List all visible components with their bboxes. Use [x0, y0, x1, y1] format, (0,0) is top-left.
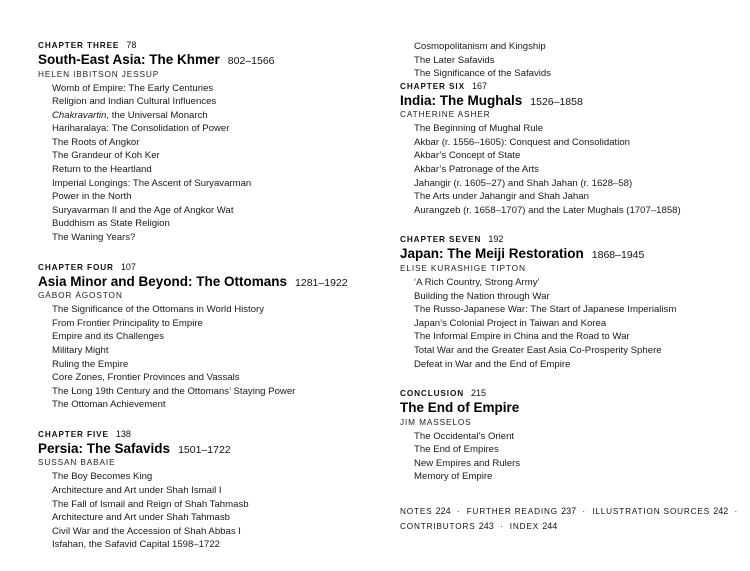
- section-item[interactable]: [52, 538, 356, 552]
- section-item[interactable]: [52, 177, 356, 191]
- section-label: Civil War and the Accession of Shah Abbas I: [52, 525, 241, 537]
- section-item[interactable]: [52, 484, 356, 498]
- contents-columns: [38, 40, 739, 567]
- section-label: The Roots of Angkor: [52, 136, 140, 148]
- chapter-heading: [400, 234, 718, 244]
- section-item[interactable]: [414, 163, 718, 177]
- right-column: [400, 40, 739, 534]
- chapter-title-line: [400, 400, 718, 416]
- section-item[interactable]: [414, 330, 718, 344]
- section-label: Buddhism as State Religion: [52, 218, 170, 230]
- section-label: Akbar’s Concept of State: [414, 150, 521, 162]
- section-label: The Grandeur of Koh Ker: [52, 150, 160, 162]
- section-item[interactable]: [414, 177, 718, 191]
- section-item[interactable]: [414, 54, 718, 68]
- backmatter: [400, 504, 739, 534]
- section-item[interactable]: [52, 525, 356, 539]
- section-item[interactable]: [414, 344, 718, 358]
- chapter-author: SUSSAN BABAIE: [38, 457, 116, 468]
- section-label: The Later Safavids: [414, 54, 495, 66]
- backmatter-row: [400, 519, 718, 534]
- backmatter-page: 242: [713, 506, 729, 517]
- section-item[interactable]: [52, 231, 356, 245]
- chapter-heading: [38, 429, 356, 439]
- backmatter-label[interactable]: NOTES: [400, 507, 433, 517]
- section-item[interactable]: [52, 204, 356, 218]
- chapter-dates: 1526–1858: [530, 95, 583, 108]
- section-label: Imperial Longings: The Ascent of Suryavarman: [52, 177, 252, 189]
- section-label: Religion and Indian Cultural Influences: [52, 96, 217, 108]
- chapter-entry[interactable]: [38, 262, 356, 412]
- section-list: [400, 430, 718, 484]
- section-list-continued: [400, 40, 718, 81]
- section-label: Suryavarman II and the Age of Angkor Wat: [52, 204, 234, 216]
- section-label-italic: Chakravartin,: [52, 109, 110, 121]
- section-item[interactable]: [52, 149, 356, 163]
- section-label: The Occidental’s Orient: [414, 430, 515, 442]
- section-label: The Boy Becomes King: [52, 471, 153, 483]
- section-item[interactable]: [414, 136, 718, 150]
- chapter-author: JIM MASSELOS: [400, 416, 472, 427]
- backmatter-separator: ·: [731, 507, 739, 517]
- chapter-entry[interactable]: [400, 388, 718, 484]
- section-label: The Ottoman Achievement: [52, 399, 166, 411]
- backmatter-page: 237: [561, 506, 577, 517]
- section-label: The Long 19th Century and the Ottomans’ Staying Power: [52, 385, 296, 397]
- section-item[interactable]: [52, 470, 356, 484]
- section-item[interactable]: [52, 398, 356, 412]
- section-label: Defeat in War and the End of Empire: [414, 358, 571, 370]
- backmatter-separator: ·: [496, 522, 507, 532]
- section-label: Memory of Empire: [414, 471, 493, 483]
- section-label: Japan’s Colonial Project in Taiwan and Korea: [414, 317, 607, 329]
- section-label: The Waning Years?: [52, 232, 136, 244]
- section-label: The Russo-Japanese War: The Start of Japanese Imperialism: [414, 304, 677, 316]
- section-item[interactable]: [52, 317, 356, 331]
- backmatter-label[interactable]: ILLUSTRATION SOURCES: [592, 507, 711, 517]
- section-item[interactable]: [52, 217, 356, 231]
- section-item[interactable]: [52, 163, 356, 177]
- section-item[interactable]: [52, 358, 356, 372]
- left-column: [38, 40, 356, 567]
- section-label: Isfahan, the Safavid Capital 1598–1722: [52, 539, 221, 551]
- section-item[interactable]: [414, 149, 718, 163]
- backmatter-separator: ·: [579, 507, 590, 517]
- backmatter-row: [400, 504, 739, 519]
- section-item[interactable]: [414, 358, 718, 372]
- section-label: Building the Nation through War: [414, 290, 550, 302]
- section-list: [38, 470, 356, 552]
- backmatter-separator: ·: [453, 507, 464, 517]
- section-item[interactable]: [414, 443, 718, 457]
- section-label: New Empires and Rulers: [414, 457, 521, 469]
- section-item[interactable]: [52, 95, 356, 109]
- chapter-page-number: 138: [115, 428, 131, 439]
- section-item[interactable]: [414, 276, 718, 290]
- section-label: Return to the Heartland: [52, 164, 152, 176]
- backmatter-page: 243: [478, 521, 494, 532]
- backmatter-page: 224: [435, 506, 451, 517]
- section-list: [400, 276, 718, 371]
- chapter-title: South-East Asia: The Khmer: [38, 52, 220, 67]
- chapter-entry[interactable]: [38, 429, 356, 552]
- backmatter-page: 244: [542, 521, 558, 532]
- section-item[interactable]: [52, 190, 356, 204]
- section-label: Akbar’s Patronage of the Arts: [414, 164, 539, 176]
- chapter-title: Japan: The Meiji Restoration: [400, 246, 584, 262]
- chapter-page-number: 215: [471, 388, 487, 399]
- section-item[interactable]: [414, 470, 718, 484]
- section-item[interactable]: [52, 371, 356, 385]
- section-item[interactable]: [52, 344, 356, 358]
- section-item[interactable]: [414, 40, 718, 54]
- chapter-page-number: 192: [488, 234, 504, 245]
- chapter-page-number: 167: [471, 80, 487, 91]
- backmatter-label[interactable]: CONTRIBUTORS: [400, 522, 476, 532]
- section-label: Akbar (r. 1556–1605): Conquest and Consolidation: [414, 136, 631, 148]
- chapter-author: ELISE KURASHIGE TIPTON: [400, 262, 526, 273]
- chapter-page-number: 78: [126, 40, 137, 50]
- chapter-dates: 1868–1945: [591, 249, 645, 262]
- section-label: the Universal Monarch: [109, 109, 208, 121]
- section-label: The Beginning of Mughal Rule: [414, 123, 544, 135]
- chapter-author: HELEN IBBITSON JESSUP: [38, 68, 160, 79]
- section-label: Hariharalaya: The Consolidation of Power: [52, 123, 230, 135]
- section-item[interactable]: [414, 67, 718, 81]
- chapter-title: Asia Minor and Beyond: The Ottomans: [38, 273, 288, 289]
- section-label: The Significance of the Ottomans in World History: [52, 304, 265, 316]
- chapter-label: CHAPTER SIX: [400, 81, 465, 91]
- chapter-label: CONCLUSION: [400, 389, 465, 399]
- section-item[interactable]: [414, 290, 718, 304]
- chapter-title-line: [400, 246, 718, 262]
- section-item[interactable]: [52, 109, 356, 123]
- chapter-page-number: 107: [120, 261, 136, 272]
- section-item[interactable]: [52, 303, 356, 317]
- section-list: [38, 82, 356, 245]
- chapter-dates: 802–1566: [227, 55, 275, 67]
- backmatter-label[interactable]: FURTHER READING: [466, 507, 558, 517]
- section-label: The End of Empires: [414, 444, 499, 456]
- section-label: The Informal Empire in China and the Road to War: [414, 331, 630, 343]
- section-label: Jahangir (r. 1605–27) and Shah Jahan (r. 1628–58): [414, 177, 633, 189]
- section-item[interactable]: [414, 303, 718, 317]
- section-label: Empire and its Challenges: [52, 331, 164, 343]
- section-item[interactable]: [52, 511, 356, 525]
- section-item[interactable]: [414, 317, 718, 331]
- section-label: Total War and the Greater East Asia Co-Prosperity Sphere: [414, 344, 662, 356]
- section-label: Womb of Empire: The Early Centuries: [52, 82, 214, 94]
- chapter-heading: [400, 81, 718, 91]
- section-label: Architecture and Art under Shah Ismail I: [52, 485, 222, 497]
- section-item[interactable]: [52, 136, 356, 150]
- section-list: [38, 303, 356, 412]
- chapter-title: India: The Mughals: [400, 92, 523, 108]
- chapter-label: CHAPTER FOUR: [38, 262, 114, 272]
- section-label: ‘A Rich Country, Strong Army’: [414, 276, 540, 288]
- chapter-dates: 1281–1922: [295, 276, 348, 289]
- chapter-title-line: [38, 441, 356, 457]
- section-label: Ruling the Empire: [52, 358, 129, 370]
- chapter-title: The End of Empire: [400, 400, 520, 416]
- section-label: Core Zones, Frontier Provinces and Vassals: [52, 372, 240, 384]
- section-item[interactable]: [52, 498, 356, 512]
- section-item[interactable]: [52, 122, 356, 136]
- section-item[interactable]: [414, 190, 718, 204]
- section-label: Aurangzeb (r. 1658–1707) and the Later Mughals (1707–1858): [414, 204, 681, 216]
- chapter-heading: [38, 40, 356, 50]
- chapter-heading: [38, 262, 356, 272]
- chapter-author: GÁBOR ÁGOSTON: [38, 290, 123, 301]
- chapter-entry[interactable]: [400, 81, 718, 218]
- chapter-label: CHAPTER FIVE: [38, 429, 109, 439]
- chapter-title-line: [38, 274, 356, 290]
- section-label: The Fall of Ismail and Reign of Shah Tahmasb: [52, 498, 249, 510]
- chapter-author: CATHERINE ASHER: [400, 109, 491, 120]
- section-label: The Arts under Jahangir and Shah Jahan: [414, 191, 589, 203]
- section-list: [400, 122, 718, 217]
- chapter-heading: [400, 388, 718, 398]
- section-label: The Significance of the Safavids: [414, 68, 552, 80]
- section-item[interactable]: [414, 204, 718, 218]
- chapter-entry[interactable]: [38, 40, 356, 245]
- section-label: From Frontier Principality to Empire: [52, 317, 203, 329]
- chapter-title-line: [400, 93, 718, 109]
- section-label: Military Might: [52, 344, 109, 356]
- section-label: Architecture and Art under Shah Tahmasb: [52, 512, 230, 524]
- section-item[interactable]: [52, 82, 356, 96]
- section-item[interactable]: [414, 457, 718, 471]
- section-item[interactable]: [52, 330, 356, 344]
- section-item[interactable]: [414, 430, 718, 444]
- section-item[interactable]: [414, 122, 718, 136]
- chapter-label: CHAPTER SEVEN: [400, 235, 482, 245]
- chapter-dates: 1501–1722: [178, 443, 231, 456]
- section-label: Cosmopolitanism and Kingship: [414, 41, 546, 52]
- chapter-label: CHAPTER THREE: [38, 41, 120, 50]
- chapter-title-line: [38, 52, 356, 68]
- backmatter-label[interactable]: INDEX: [509, 522, 540, 532]
- section-item[interactable]: [52, 385, 356, 399]
- chapter-entry[interactable]: [400, 234, 718, 371]
- chapter-title: Persia: The Safavids: [38, 440, 171, 456]
- section-label: Power in the North: [52, 191, 132, 203]
